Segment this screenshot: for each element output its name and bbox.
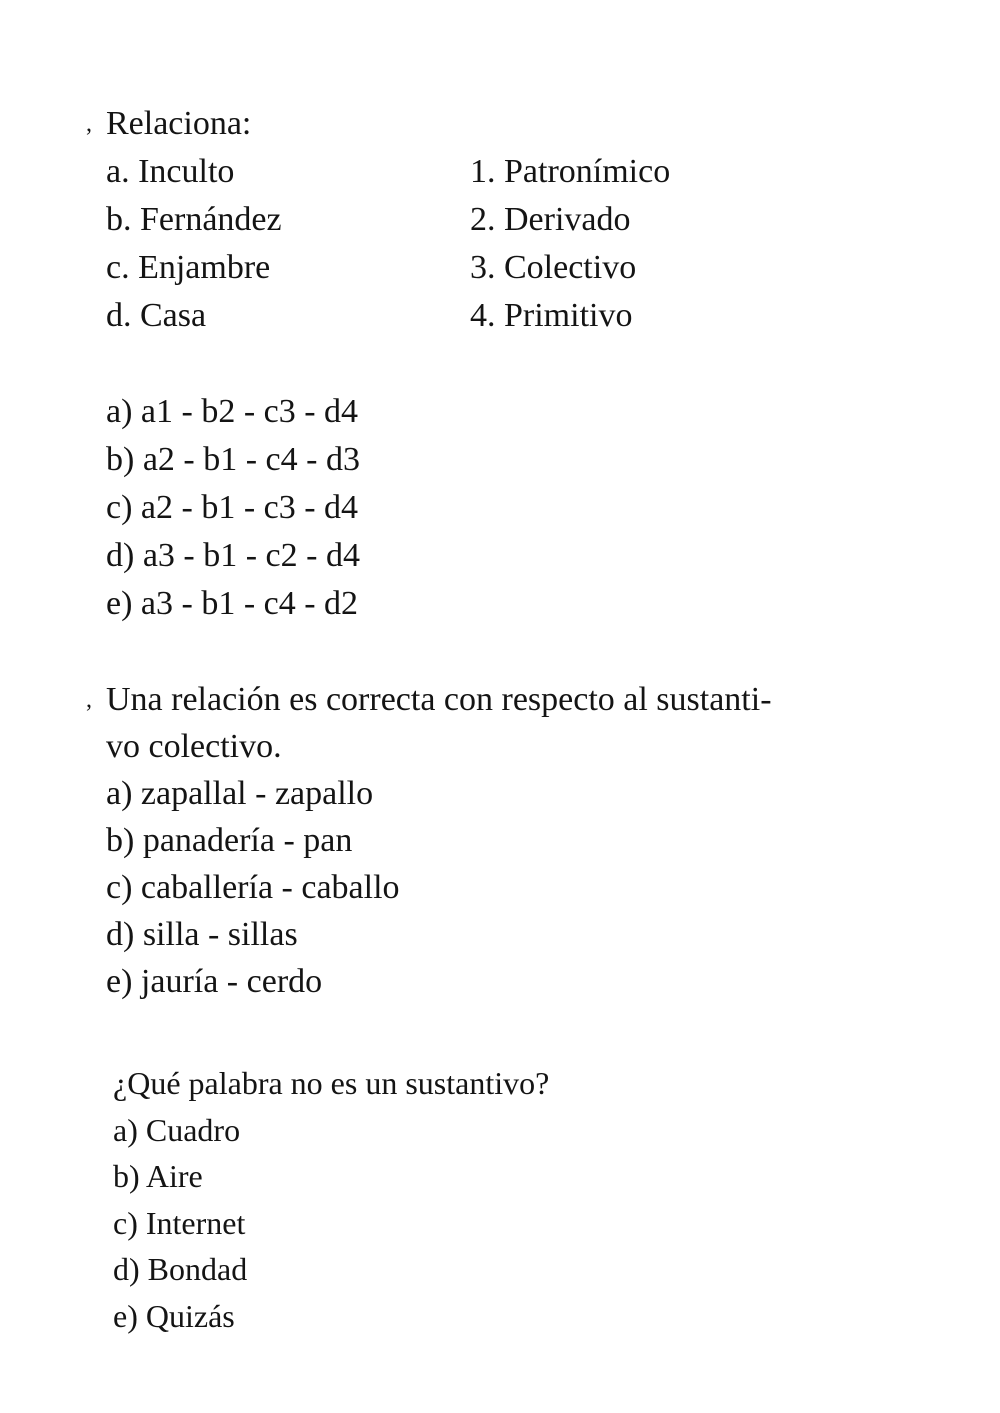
question1-options bbox=[106, 388, 360, 628]
match-row-b bbox=[106, 196, 670, 244]
question1-option-d[interactable]: d) a3 - b1 - c2 - d4 bbox=[106, 537, 360, 574]
question3-option-c[interactable]: c) Internet bbox=[113, 1204, 246, 1241]
match-left-a: a. Inculto bbox=[106, 153, 235, 190]
question2-bullet: , bbox=[86, 687, 92, 713]
match-left-c: c. Enjambre bbox=[106, 249, 271, 286]
question1-option-a[interactable]: a) a1 - b2 - c3 - d4 bbox=[106, 393, 359, 430]
question3-option-a[interactable]: a) Cuadro bbox=[113, 1111, 241, 1148]
question2-option-d[interactable]: d) silla - sillas bbox=[106, 916, 298, 953]
match-left-d: d. Casa bbox=[106, 297, 207, 334]
match-right-2: 2. Derivado bbox=[470, 201, 631, 238]
question2 bbox=[106, 676, 772, 1005]
match-left-b: b. Fernández bbox=[106, 201, 282, 238]
question2-option-a[interactable]: a) zapallal - zapallo bbox=[106, 775, 374, 812]
match-row-a bbox=[106, 148, 670, 196]
question3 bbox=[113, 1060, 549, 1339]
match-right-1: 1. Patronímico bbox=[470, 153, 671, 190]
match-right-3: 3. Colectivo bbox=[470, 249, 637, 286]
question3-option-b[interactable]: b) Aire bbox=[113, 1158, 203, 1194]
question1-bullet: , bbox=[86, 111, 92, 137]
question1 bbox=[106, 100, 670, 340]
match-right-4: 4. Primitivo bbox=[470, 297, 633, 334]
question2-option-e[interactable]: e) jauría - cerdo bbox=[106, 963, 323, 1000]
question1-option-b[interactable]: b) a2 - b1 - c4 - d3 bbox=[106, 441, 360, 478]
question1-option-e[interactable]: e) a3 - b1 - c4 - d2 bbox=[106, 585, 359, 622]
question3-prompt: ¿Qué palabra no es un sustantivo? bbox=[113, 1065, 550, 1101]
question3-option-d[interactable]: d) Bondad bbox=[113, 1251, 248, 1287]
question1-prompt: Relaciona: bbox=[106, 105, 252, 142]
question2-prompt-line1: Una relación es correcta con respecto al sustanti- bbox=[106, 681, 772, 718]
match-row-c bbox=[106, 244, 670, 292]
question2-prompt-line2: vo colectivo. bbox=[106, 728, 282, 765]
question2-option-b[interactable]: b) panadería - pan bbox=[106, 822, 353, 859]
question1-option-c[interactable]: c) a2 - b1 - c3 - d4 bbox=[106, 489, 359, 526]
question2-option-c[interactable]: c) caballería - caballo bbox=[106, 869, 400, 906]
match-row-d bbox=[106, 292, 670, 340]
question3-option-e[interactable]: e) Quizás bbox=[113, 1297, 235, 1334]
